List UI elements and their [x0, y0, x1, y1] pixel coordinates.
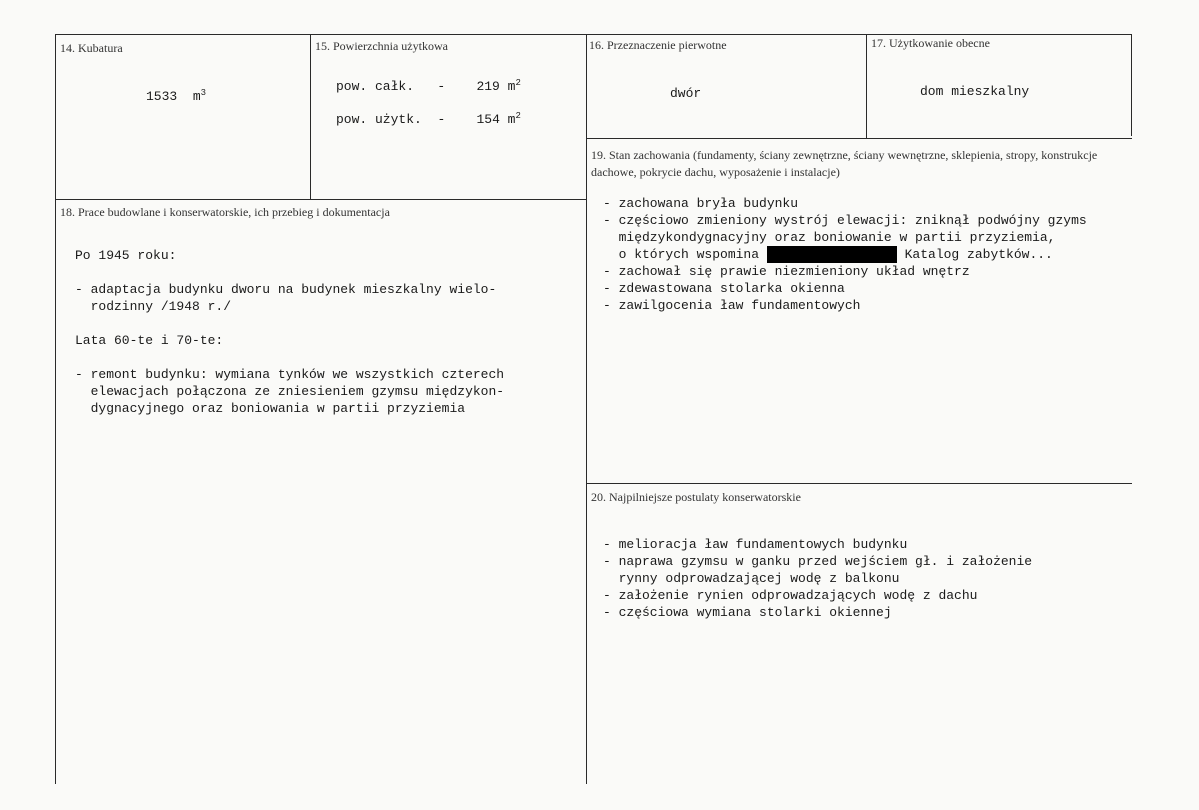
- area-usable-name: pow. użytk.: [336, 112, 422, 127]
- cubature-number: 1533: [146, 89, 178, 104]
- text-line: - częściowa wymiana stolarki okiennej: [603, 605, 892, 620]
- area-total-exponent: 2: [515, 78, 521, 88]
- grid-line-center: [586, 34, 587, 784]
- text-line: elewacjach połączona ze zniesieniem gzymsu międzykon-: [75, 384, 505, 399]
- text-line: - adaptacja budynku dworu na budynek mieszkalny wielo-: [75, 282, 497, 297]
- area-total-value: 219 m: [476, 79, 516, 94]
- grid-line-14-15: [310, 34, 311, 199]
- area-total-name: pow. całk.: [336, 79, 415, 94]
- text-line: rodzinny /1948 r./: [75, 299, 232, 314]
- text-line: [75, 315, 504, 332]
- area-usable-value: 154 m: [476, 112, 516, 127]
- text-line: - zdewastowana stolarka okienna: [603, 281, 845, 296]
- field-18-text: [75, 247, 504, 417]
- grid-line-16-17: [866, 34, 867, 138]
- field-17-value: dom mieszkalny: [920, 84, 1030, 99]
- area-total-row: [336, 78, 521, 94]
- field-19-text: [603, 195, 1087, 314]
- grid-line-left: [55, 34, 56, 784]
- text-line: - założenie rynien odprowadzających wodę z dachu: [603, 588, 978, 603]
- text-line: dygnacyjnego oraz boniowania w partii przyziemia: [75, 401, 466, 416]
- text-line: - melioracja ław fundamentowych budynku: [603, 537, 908, 552]
- field-19-label: 19. Stan zachowania (fundamenty, ściany zewnętrzne, ściany wewnętrzne, sklepienia, stropy, konstrukcje dachowe, pokrycie dachu, wyposażenie i instalacje): [591, 148, 1098, 179]
- grid-line-under-19: [586, 483, 1132, 484]
- text-line: Lata 60-te i 70-te:: [75, 333, 224, 348]
- text-line: - remont budynku: wymiana tynków we wszystkich czterech: [75, 367, 505, 382]
- text-line: Po 1945 roku:: [75, 248, 177, 263]
- redacted-line-end: Katalog zabytków...: [896, 247, 1053, 262]
- redaction-bar: [767, 246, 897, 263]
- text-line: - naprawa gzymsu w ganku przed wejściem gł. i założenie: [603, 554, 1033, 569]
- text-line: [75, 264, 504, 281]
- field-14-label: 14. Kubatura: [60, 41, 123, 55]
- field-20-label: 20. Najpilniejsze postulaty konserwatorskie: [591, 490, 801, 504]
- grid-line-under-14-15: [55, 199, 586, 200]
- cubature-unit: m: [192, 89, 201, 104]
- redacted-line-start: o których wspomina: [603, 247, 767, 262]
- field-16-label: 16. Przeznaczenie pierwotne: [589, 38, 727, 52]
- area-total-dash: -: [437, 79, 446, 94]
- area-usable-row: [336, 111, 521, 127]
- field-18-label: 18. Prace budowlane i konserwatorskie, ich przebieg i dokumentacja: [60, 205, 390, 219]
- cubature-unit-exponent: 3: [200, 88, 207, 98]
- text-line: - częściowo zmieniony wystrój elewacji: zniknął podwójny gzyms: [603, 213, 1087, 228]
- area-usable-dash: -: [437, 112, 446, 127]
- text-line: - zachował się prawie niezmieniony układ wnętrz: [603, 264, 970, 279]
- text-line-with-redaction: [603, 246, 1087, 263]
- grid-line-right: [1131, 34, 1132, 136]
- field-14-value: [146, 88, 206, 104]
- grid-line-top: [55, 34, 1132, 35]
- grid-line-under-16-17: [586, 138, 1132, 139]
- text-line: - zawilgocenia ław fundamentowych: [603, 298, 861, 313]
- text-line: międzykondygnacyjny oraz boniowanie w partii przyziemia,: [603, 230, 1056, 245]
- text-line: rynny odprowadzającej wodę z balkonu: [603, 571, 900, 586]
- field-17-label: 17. Użytkowanie obecne: [871, 36, 990, 50]
- area-usable-exponent: 2: [515, 111, 521, 121]
- field-15-label: 15. Powierzchnia użytkowa: [315, 39, 448, 53]
- text-line: - zachowana bryła budynku: [603, 196, 799, 211]
- field-16-value: dwór: [670, 86, 702, 101]
- text-line: [75, 349, 504, 366]
- field-20-text: [603, 536, 1032, 621]
